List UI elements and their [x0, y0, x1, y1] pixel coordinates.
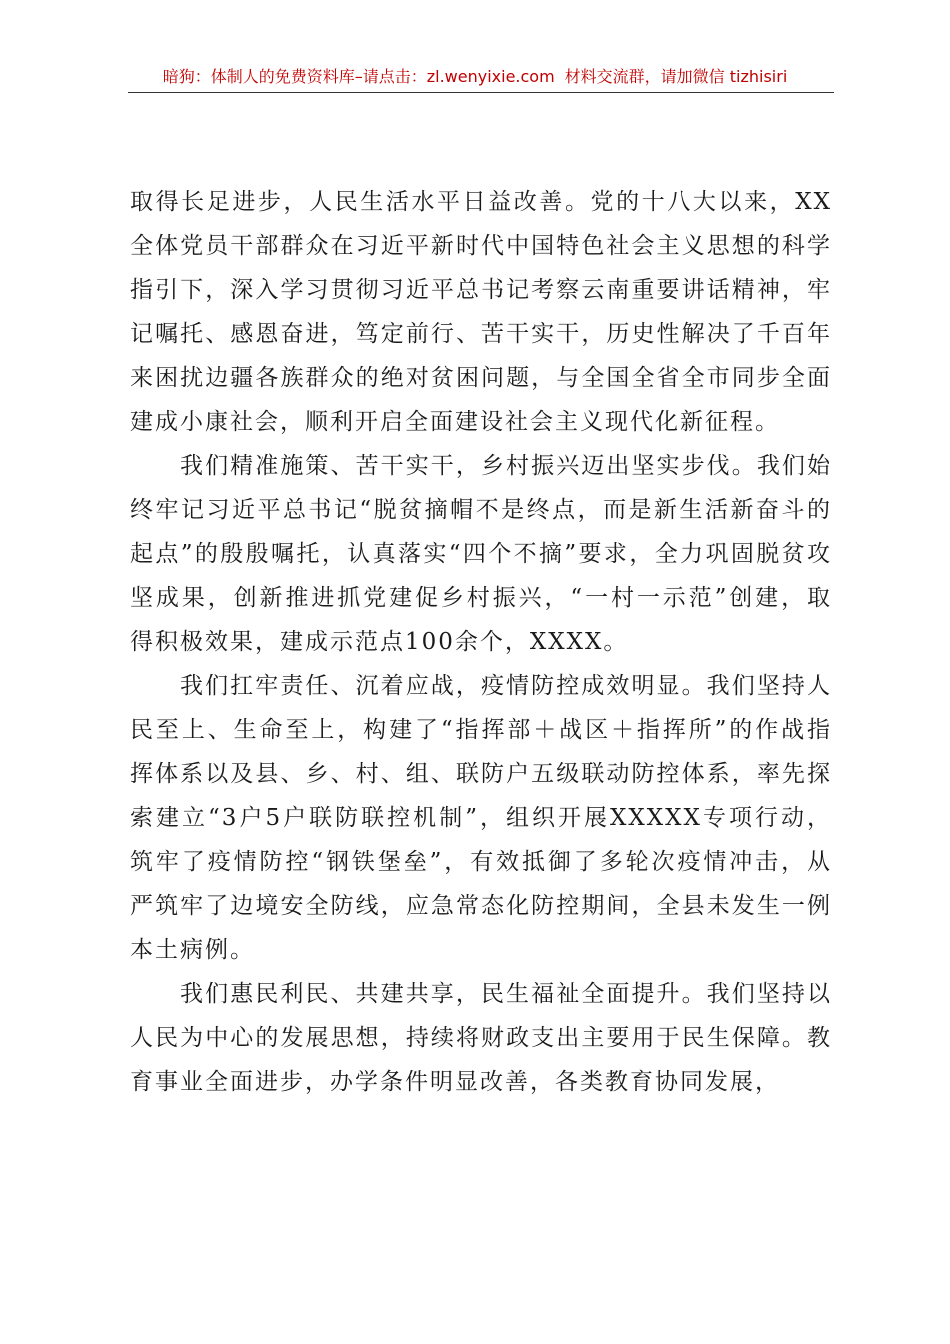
document-body — [130, 180, 832, 1104]
header-click-prompt: –请点击： — [354, 67, 427, 86]
header-site-label: 暗狗：体制人的免费资料库 — [162, 67, 355, 86]
paragraph-1: 取得长足进步，人民生活水平日益改善。党的十八大以来，XX全体党员干部群众在习近平新时代中国特色社会主义思想的科学指引下，深入学习贯彻习近平总书记考察云南重要讲话精神，牢记嘱托、感恩奋进，笃定前行、苦干实干，历史性解决了千百年来困扰边疆各族群众的绝对贫困问题，与全国全省全市同步全面建成小康社会，顺利开启全面建设社会主义现代化新征程。 — [130, 189, 832, 435]
paragraph-2: 我们精准施策、苦干实干，乡村振兴迈出坚实步伐。我们始终牢记习近平总书记“脱贫摘帽不是终点，而是新生活新奋斗的起点”的殷殷嘱托，认真落实“四个不摘”要求，全力巩固脱贫攻坚成果，创新推进抓党建促乡村振兴，“一村一示范”创建，取得积极效果，建成示范点100余个，XXXX。 — [130, 453, 832, 655]
header-banner — [0, 66, 950, 88]
paragraph-3: 我们扛牢责任、沉着应战，疫情防控成效明显。我们坚持人民至上、生命至上，构建了“指挥部＋战区＋指挥所”的作战指挥体系以及县、乡、村、组、联防户五级联动防控体系，率先探索建立“3户5户联防联控机制”，组织开展XXXXX专项行动，筑牢了疫情防控“钢铁堡垒”，有效抵御了多轮次疫情冲击，从严筑牢了边境安全防线，应急常态化防控期间，全县未发生一例本土病例。 — [130, 673, 832, 963]
header-group-note: 材料交流群，请加微信 tizhisiri — [564, 67, 788, 86]
header-url-link[interactable]: zl.wenyixie.com — [426, 67, 555, 86]
page-header — [0, 66, 950, 96]
header-divider — [128, 92, 834, 93]
paragraph-4: 我们惠民利民、共建共享，民生福祉全面提升。我们坚持以人民为中心的发展思想，持续将财政支出主要用于民生保障。教育事业全面进步，办学条件明显改善，各类教育协同发展， — [130, 981, 832, 1095]
